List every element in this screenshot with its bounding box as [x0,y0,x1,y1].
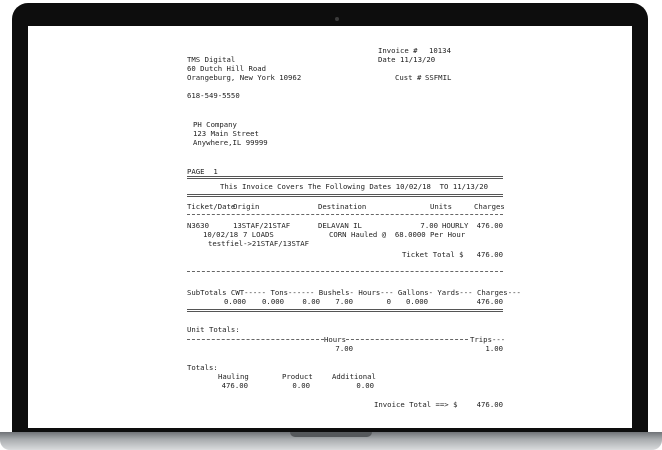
ticket-date: 10/02/18 [203,230,239,239]
totals-hauling: 476.00 [221,381,248,390]
double-rule [187,309,503,312]
billto-address1: 123 Main Street [193,129,259,138]
totals-hauling-label: Hauling [218,372,249,381]
company-address1: 60 Dutch Hill Road [187,64,267,73]
col-units: Units [430,202,452,211]
ticket-units: 7.00 [420,221,438,230]
subtotal-tons: 0.000 [262,297,284,306]
totals-product: 0.00 [292,381,310,390]
cust-label: Cust # [395,73,422,82]
ticket-product-line: CORN Hauled @ 68.0000 Per Hour [329,230,466,239]
unit-totals-trips-header: Trips--- [470,335,506,344]
camera-icon [335,17,339,21]
ticket-origin: 13STAF/21STAF [233,221,291,230]
unit-totals-dash [187,339,324,340]
totals-label: Totals: [187,363,218,372]
ticket-loads: 7 LOADS [243,230,274,239]
ticket-destination: DELAVAN IL [318,221,362,230]
subtotal-gallons: 0 [386,297,391,306]
billto-address2: Anywhere,IL 99999 [193,138,268,147]
invoice-total-value: 476.00 [476,400,503,409]
totals-additional: 0.00 [356,381,374,390]
unit-totals-label: Unit Totals: [187,325,240,334]
double-rule [187,194,503,197]
subtotal-cwt: 0.000 [224,297,246,306]
screen [28,26,632,428]
subtotals-header: SubTotals CWT----- Tons------ Bushels- Hours--- Gallons- Yards--- Charges--- [187,288,521,297]
unit-totals-trips: 1.00 [485,344,503,353]
subtotal-bushels: 0.00 [302,297,320,306]
totals-additional-label: Additional [332,372,376,381]
ticket-note: testfiel->21STAF/13STAF [208,239,310,248]
subtotal-charges: 476.00 [476,297,503,306]
page-label: PAGE 1 [187,167,218,176]
ticket-total: 476.00 [476,250,503,259]
ticket-unit-type: HOURLY [442,221,469,230]
double-rule [187,176,503,179]
subtotal-hours: 7.00 [335,297,353,306]
col-ticket-date: Ticket/Date [187,202,236,211]
totals-product-label: Product [282,372,313,381]
col-origin: Origin [233,202,260,211]
invoice-total-label: Invoice Total ==> $ [374,400,458,409]
ticket-id: N3630 [187,221,209,230]
col-charges: Charges [474,202,505,211]
col-destination: Destination [318,202,367,211]
invoice-date: 11/13/20 [400,55,436,64]
company-phone: 618-549-5550 [187,91,240,100]
unit-totals-dash [346,339,468,340]
single-rule [187,214,503,215]
billto-name: PH Company [193,120,237,129]
ticket-charges: 476.00 [476,221,503,230]
laptop-hinge-notch [290,432,372,437]
invoice-date-label: Date [378,55,396,64]
invoice-document [28,26,632,428]
ticket-total-label: Ticket Total $ [402,250,464,259]
single-rule [187,271,503,272]
unit-totals-hours-header: Hours [324,335,346,344]
company-name: TMS Digital [187,55,236,64]
unit-totals-hours: 7.00 [335,344,353,353]
invoice-number: 10134 [429,46,451,55]
subtotal-yards: 0.000 [406,297,428,306]
covers-line: This Invoice Covers The Following Dates 10/02/18 TO 11/13/20 [220,182,488,191]
invoice-number-label: Invoice # [378,46,418,55]
company-address2: Orangeburg, New York 10962 [187,73,302,82]
cust-number: SSFMIL [425,73,452,82]
